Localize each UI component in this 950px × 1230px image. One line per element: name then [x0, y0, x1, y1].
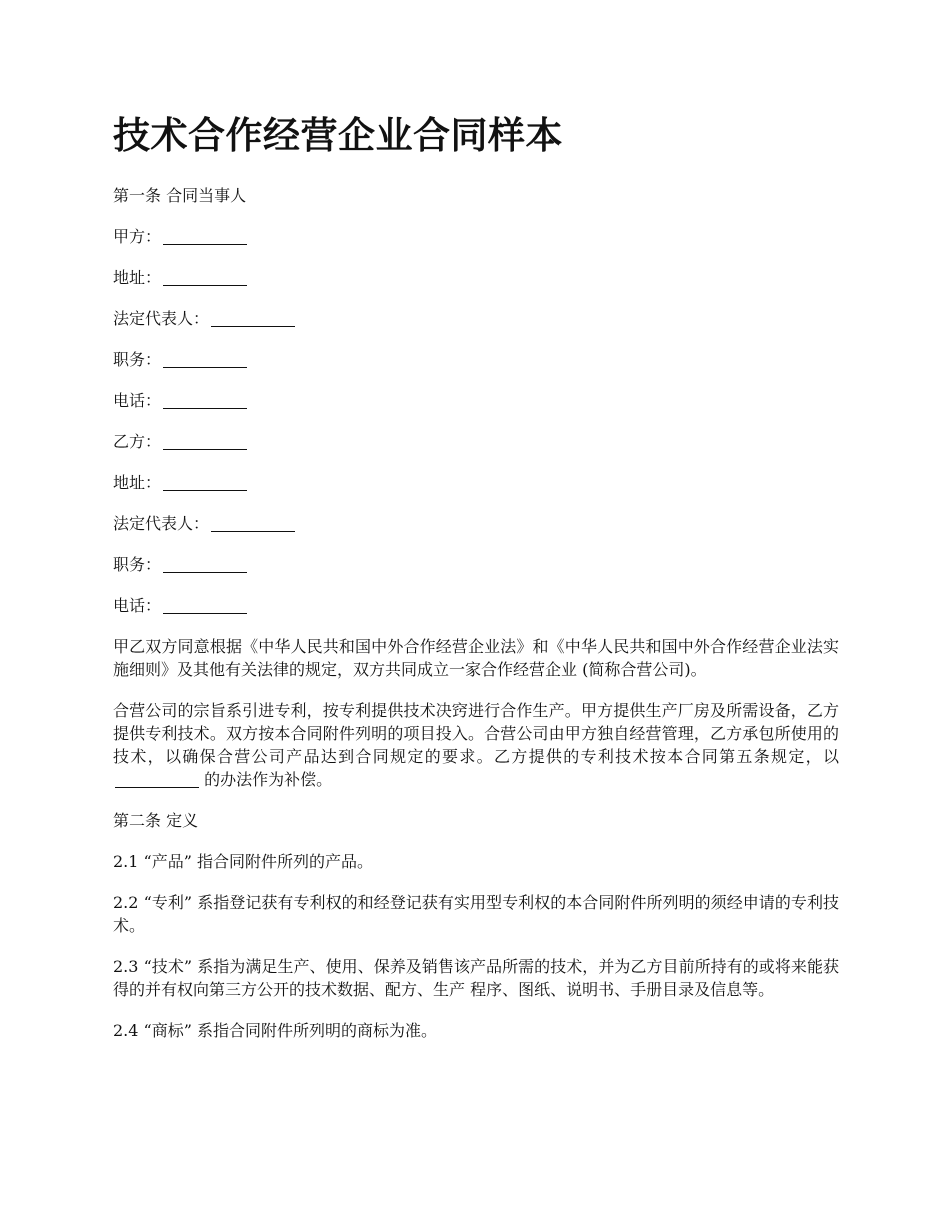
- article1-heading: 第一条 合同当事人: [113, 186, 247, 205]
- field-label: 电话：: [113, 391, 162, 410]
- article1-paragraph-2: [113, 699, 839, 791]
- document-title: 技术合作经营企业合同样本: [113, 114, 563, 157]
- article2-heading: 第二条 定义: [113, 811, 199, 830]
- fill-blank: [163, 392, 247, 409]
- definition-2-1: 2.1 “产品” 指合同附件所列的产品。: [113, 852, 373, 871]
- field-label: 职务：: [113, 350, 162, 369]
- party-b-name-field: [113, 430, 839, 453]
- fill-blank: [115, 771, 199, 788]
- field-label: 地址：: [113, 473, 162, 492]
- field-label: 职务：: [113, 555, 162, 574]
- fill-blank: [163, 228, 247, 245]
- field-label: 地址：: [113, 268, 162, 287]
- field-label: 甲方：: [113, 227, 162, 246]
- party-b-phone-field: [113, 594, 839, 617]
- party-a-position-field: [113, 348, 839, 371]
- definition-2-2: 2.2 “专利” 系指登记获有专利权的和经登记获有实用型专利权的本合同附件所列明的须经申请的专利技术。: [113, 893, 839, 935]
- party-b-position-field: [113, 553, 839, 576]
- party-b-address-field: [113, 471, 839, 494]
- field-label: 乙方：: [113, 432, 162, 451]
- fill-blank: [163, 351, 247, 368]
- article1-paragraph-1: 甲乙双方同意根据《中华人民共和国中外合作经营企业法》和《中华人民共和国中外合作经营企业法实施细则》及其他有关法律的规定，双方共同成立一家合作经营企业 (简称合营公司)。: [113, 637, 839, 679]
- field-label: 电话：: [113, 596, 162, 615]
- fill-blank: [163, 269, 247, 286]
- definition-2-3: 2.3 “技术” 系指为满足生产、使用、保养及销售该产品所需的技术，并为乙方目前所持有的或将来能获得的并有权向第三方公开的技术数据、配方、生产 程序、图纸、说明书、手册目录及信息等。: [113, 957, 839, 999]
- fill-blank: [211, 310, 295, 327]
- party-a-address-field: [113, 266, 839, 289]
- paragraph-text: 的办法作为补偿。: [199, 770, 333, 789]
- fill-blank: [163, 597, 247, 614]
- definition-2-4: 2.4 “商标” 系指合同附件所列明的商标为准。: [113, 1021, 437, 1040]
- fill-blank: [163, 474, 247, 491]
- paragraph-text: 合营公司的宗旨系引进专利，按专利提供技术决窍进行合作生产。甲方提供生产厂房及所需设备，乙方提供专利技术。双方按本合同附件列明的项目投入。合营公司由甲方独自经营管理，乙方承包所使用的技术，以确保合营公司产品达到合同规定的要求。乙方提供的专利技术按本合同第五条规定，以: [113, 701, 839, 766]
- party-a-name-field: [113, 225, 839, 248]
- party-a-phone-field: [113, 389, 839, 412]
- fill-blank: [163, 556, 247, 573]
- fill-blank: [163, 433, 247, 450]
- party-b-rep-field: [113, 512, 839, 535]
- contract-page: [113, 108, 839, 1060]
- field-label: 法定代表人：: [113, 514, 210, 533]
- field-label: 法定代表人：: [113, 309, 210, 328]
- party-a-rep-field: [113, 307, 839, 330]
- fill-blank: [211, 515, 295, 532]
